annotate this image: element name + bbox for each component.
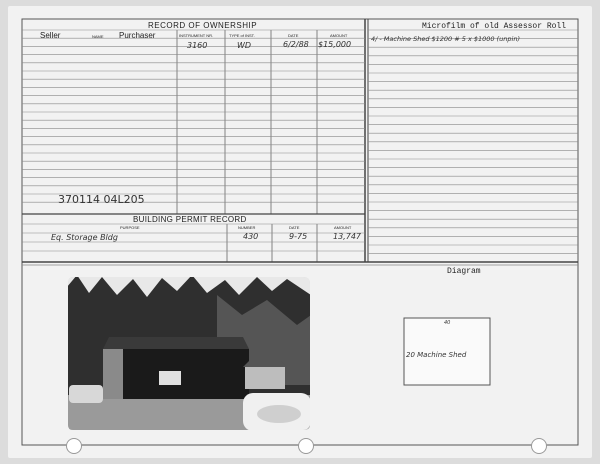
microfilm-entry: 4/ - Machine Shed $1200 # 5 x $1000 (unpin) (371, 35, 520, 43)
instrument-header: INSTRUMENT NR. (179, 33, 214, 38)
number-header: NUMBER (238, 225, 256, 230)
punch-hole-center (298, 438, 314, 454)
parcel-number: 370114 04L205 (58, 193, 145, 206)
purchaser-header: Purchaser (119, 31, 156, 40)
permit-amount-value: 13,747 (333, 232, 361, 241)
amount-value: $15,000 (318, 40, 352, 49)
permit-title: BUILDING PERMIT RECORD (133, 215, 247, 224)
name-header: NAME (92, 34, 104, 39)
permit-date-header: DATE (289, 225, 300, 230)
type-value: WD (237, 41, 252, 50)
punch-hole-right (531, 438, 547, 454)
instrument-value: 3160 (187, 41, 208, 50)
punch-hole-left (66, 438, 82, 454)
type-header: TYPE of INST. (229, 33, 255, 38)
permit-date-value: 9-75 (289, 232, 308, 241)
permit-number-value: 430 (243, 232, 259, 241)
date-value: 6/2/88 (283, 40, 309, 49)
diagram-label: 20 Machine Shed (406, 351, 467, 359)
permit-purpose-value: Eq. Storage Bldg (51, 233, 118, 242)
diagram-top-dimension: 40 (444, 320, 451, 326)
amount-header: AMOUNT (330, 33, 348, 38)
building-photo (67, 275, 311, 431)
microfilm-title: Microfilm of old Assessor Roll (422, 22, 567, 31)
ownership-title: RECORD OF OWNERSHIP (148, 21, 258, 30)
purpose-header: PURPOSE (120, 225, 140, 230)
permit-amount-header: AMOUNT (334, 225, 352, 230)
diagram-title: Diagram (447, 267, 481, 276)
date-header: DATE (288, 33, 299, 38)
seller-header: Seller (40, 31, 61, 40)
